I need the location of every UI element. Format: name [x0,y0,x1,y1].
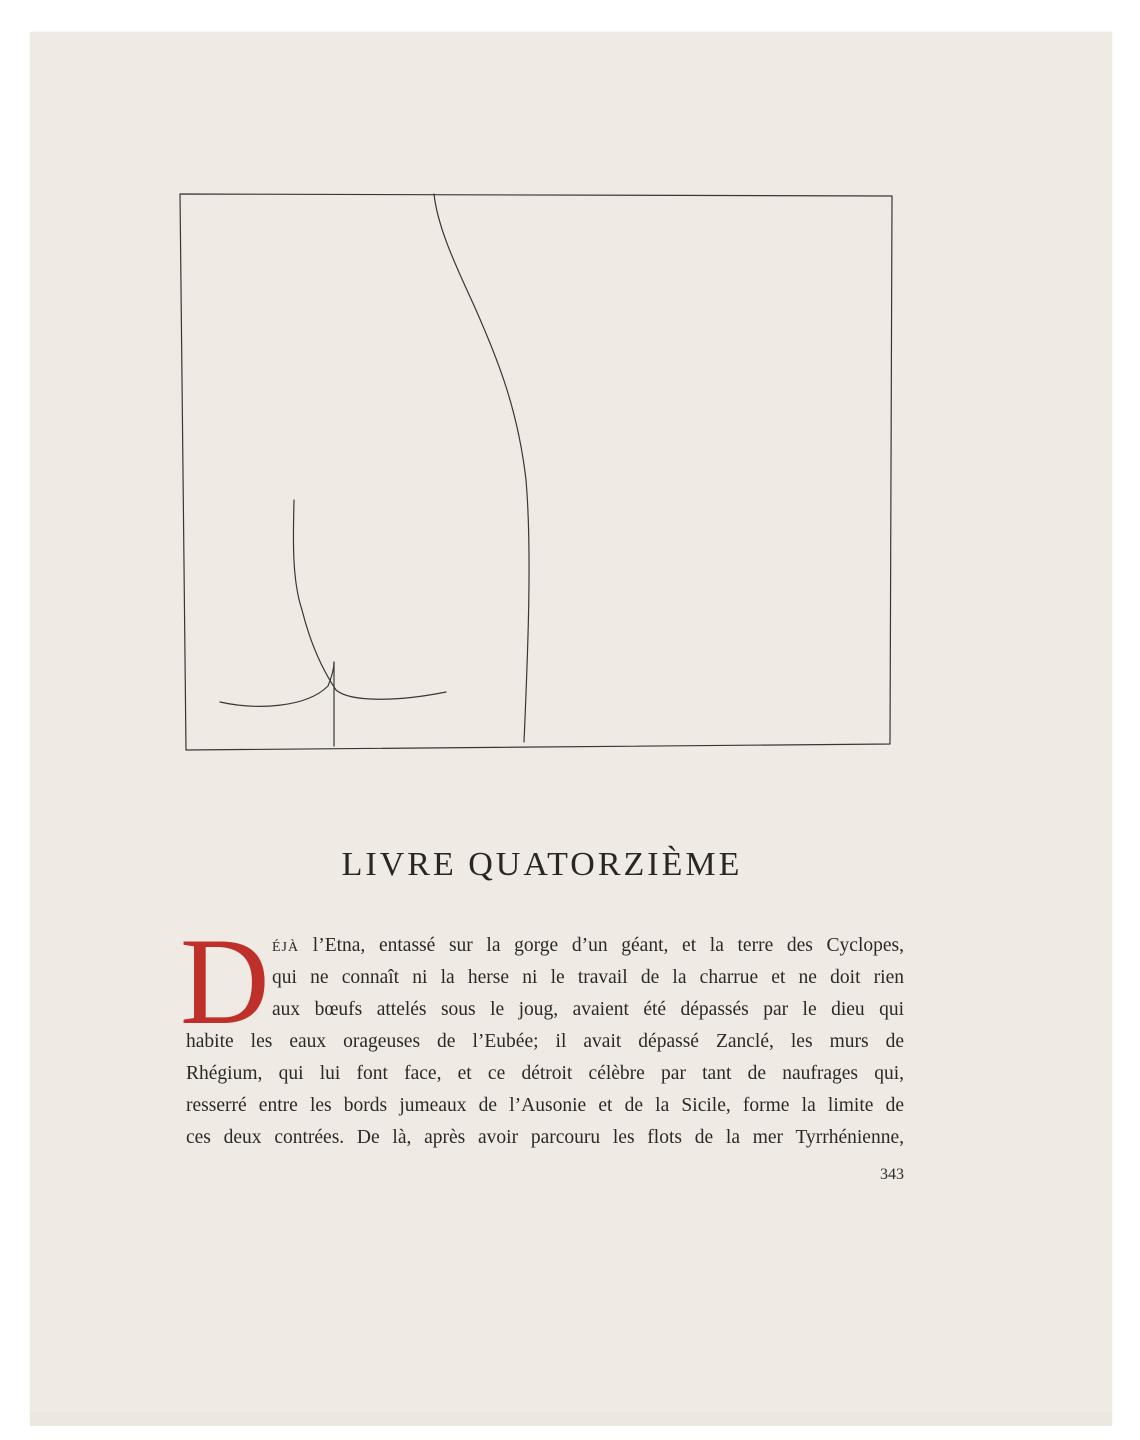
page-number: 343 [880,1166,904,1183]
text-line-7: ces deux contrées. De là, après avoir parcouru les flots de la mer Tyrrhénienne, [186,1127,904,1148]
line-etching-illustration [176,190,898,754]
etching-back-curve [434,194,529,742]
deckled-edge [30,1412,1112,1426]
first-line-text: l’Etna, entassé sur la gorge d’un géant, et la terre des Cyclopes, [299,935,904,956]
etching-frame [180,194,892,750]
etching-thigh-curve [220,662,334,706]
first-word-smallcaps: ÉJÀ [272,940,300,955]
drop-cap-letter: D [180,913,270,1050]
text-line-1 [272,932,904,960]
text-line-6: resserré entre les bords jumeaux de l’Ausonie et de la Sicile, forme la limite de [186,1095,904,1116]
text-line-4: habite les eaux orageuses de l’Eubée; il avait dépassé Zanclé, les murs de [186,1031,904,1052]
etching-hip-curve [293,500,446,699]
text-line-5: Rhégium, qui lui font face, et ce détroit célèbre par tant de naufrages qui, [186,1063,904,1084]
chapter-title: LIVRE QUATORZIÈME [341,846,743,883]
text-line-2: qui ne connaît ni la herse ni le travail de la charrue et ne doit rien [272,967,904,988]
etching-drawing [176,190,898,754]
text-line-3: aux bœufs attelés sous le joug, avaient été dépassés par le dieu qui [272,999,904,1020]
